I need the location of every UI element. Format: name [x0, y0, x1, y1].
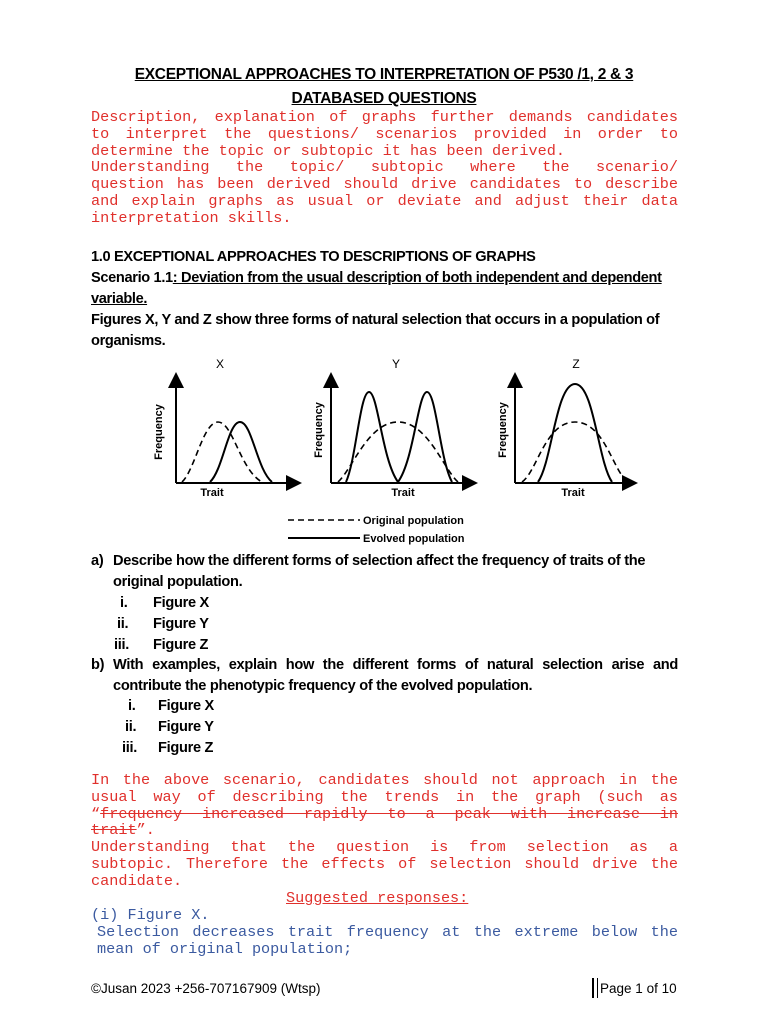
response-item-label: (i) Figure X. — [91, 906, 210, 924]
panel-z-xlabel: Trait — [561, 487, 585, 499]
document-title-line1: EXCEPTIONAL APPROACHES TO INTERPRETATION OF P530 /1, 2 & 3 — [134, 66, 634, 83]
question-b-line1: With examples, explain how the different forms of natural selection arise and — [113, 657, 678, 673]
figure-legend — [288, 515, 465, 545]
commentary-line: candidate. — [91, 871, 183, 890]
commentary-line: In the above scenario, candidates should not approach in the — [91, 771, 678, 789]
intro-line: determine the topic or subtopic it has been derived. — [91, 141, 565, 160]
commentary-line — [91, 822, 678, 839]
intro-line: Understanding the topic/ subtopic where the scenario/ — [91, 158, 678, 177]
scenario-label: Scenario 1.1 — [91, 270, 173, 286]
intro-line: to interpret the questions/ scenarios provided in order to — [91, 124, 678, 143]
question-a-item-num: i. — [120, 595, 128, 611]
panel-z-label: Z — [572, 357, 580, 371]
current-page: 1 — [635, 981, 643, 996]
open-quote: “ — [91, 804, 101, 823]
panel-z-original-curve — [522, 422, 628, 482]
intro-paragraph — [91, 109, 678, 227]
response-line: Selection decreases trait frequency at the extreme below the — [97, 923, 678, 941]
panel-y-original-curve — [338, 422, 458, 482]
page-word: Page — [600, 981, 632, 996]
scenario-text: : Deviation from the usual description of both independent and dependent — [172, 270, 662, 286]
question-a-line2: original population. — [113, 574, 243, 590]
question-a-marker: a) — [91, 553, 104, 569]
question-a-line1: Describe how the different forms of selection affect the frequency of traits of the — [113, 553, 646, 569]
panel-z-ylabel: Frequency — [497, 402, 509, 458]
struck-example-text: trait — [91, 821, 137, 840]
panel-x-label: X — [215, 357, 225, 371]
panel-y-xlabel: Trait — [391, 487, 415, 499]
intro-line: interpretation skills. — [91, 208, 292, 227]
question-a-item-num: iii. — [114, 637, 130, 653]
commentary-line: usual way of describing the trends in the graph (such as — [91, 787, 678, 806]
figures-intro-line2: organisms. — [91, 333, 166, 349]
panel-z-evolved-curve — [538, 384, 612, 482]
footer-page-number — [600, 981, 677, 996]
legend-original-label: Original population — [363, 515, 464, 527]
intro-line: question has been derived should drive candidates to describe — [91, 175, 678, 194]
document-title-line2: DATABASED QUESTIONS — [291, 90, 477, 107]
commentary-line — [91, 806, 678, 823]
question-b-item-text: Figure X — [158, 698, 214, 714]
intro-line: and explain graphs as usual or deviate and adjust their data — [91, 191, 678, 210]
panel-x-original-curve — [182, 422, 262, 482]
panel-x — [153, 357, 294, 499]
question-b-line2: contribute the phenotypic frequency of the evolved population. — [113, 678, 533, 694]
figures-intro-line1: Figures X, Y and Z show three forms of natural selection that occurs in a population of — [91, 312, 660, 328]
struck-example-text: frequency increased rapidly to a peak with increase in — [100, 804, 678, 823]
selection-figure — [0, 350, 768, 550]
question-b-item-num: ii. — [125, 719, 137, 735]
section-heading: 1.0 EXCEPTIONAL APPROACHES TO DESCRIPTIONS OF GRAPHS — [91, 249, 536, 265]
question-b-item-text: Figure Z — [158, 740, 214, 756]
commentary-line: Understanding that the question is from selection as a — [91, 838, 678, 857]
panel-x-ylabel: Frequency — [153, 404, 165, 460]
panel-y — [313, 357, 470, 499]
question-a-item-text: Figure X — [153, 595, 209, 611]
scenario-line — [91, 270, 681, 286]
close-quote: ”. — [136, 821, 155, 840]
commentary-line: subtopic. Therefore the effects of selection should drive the — [91, 854, 678, 873]
response-line: mean of original population; — [97, 940, 353, 958]
panel-x-evolved-curve — [210, 422, 272, 482]
question-b-item-num: i. — [128, 698, 136, 714]
intro-line: Description, explanation of graphs further demands candidates — [91, 108, 678, 126]
total-pages: 10 — [661, 981, 677, 996]
question-a-item-text: Figure Z — [153, 637, 209, 653]
footer-copyright: ©Jusan 2023 +256-707167909 (Wtsp) — [91, 981, 321, 996]
question-b-item-num: iii. — [122, 740, 138, 756]
question-b-marker: b) — [91, 657, 105, 673]
footer-divider — [592, 978, 598, 998]
commentary-paragraph — [91, 772, 678, 890]
panel-y-label: Y — [391, 357, 401, 371]
question-a-item-num: ii. — [117, 616, 129, 632]
panel-x-xlabel: Trait — [200, 487, 224, 499]
legend-evolved-label: Evolved population — [363, 533, 465, 545]
panel-y-ylabel: Frequency — [313, 402, 325, 458]
panel-z — [497, 357, 630, 499]
question-a-item-text: Figure Y — [153, 616, 209, 632]
panel-y-evolved-curve — [346, 392, 452, 482]
suggested-responses-heading: Suggested responses: — [286, 889, 469, 907]
scenario-text-2: variable. — [91, 291, 148, 307]
question-b-item-text: Figure Y — [158, 719, 214, 735]
of-word: of — [646, 981, 658, 996]
